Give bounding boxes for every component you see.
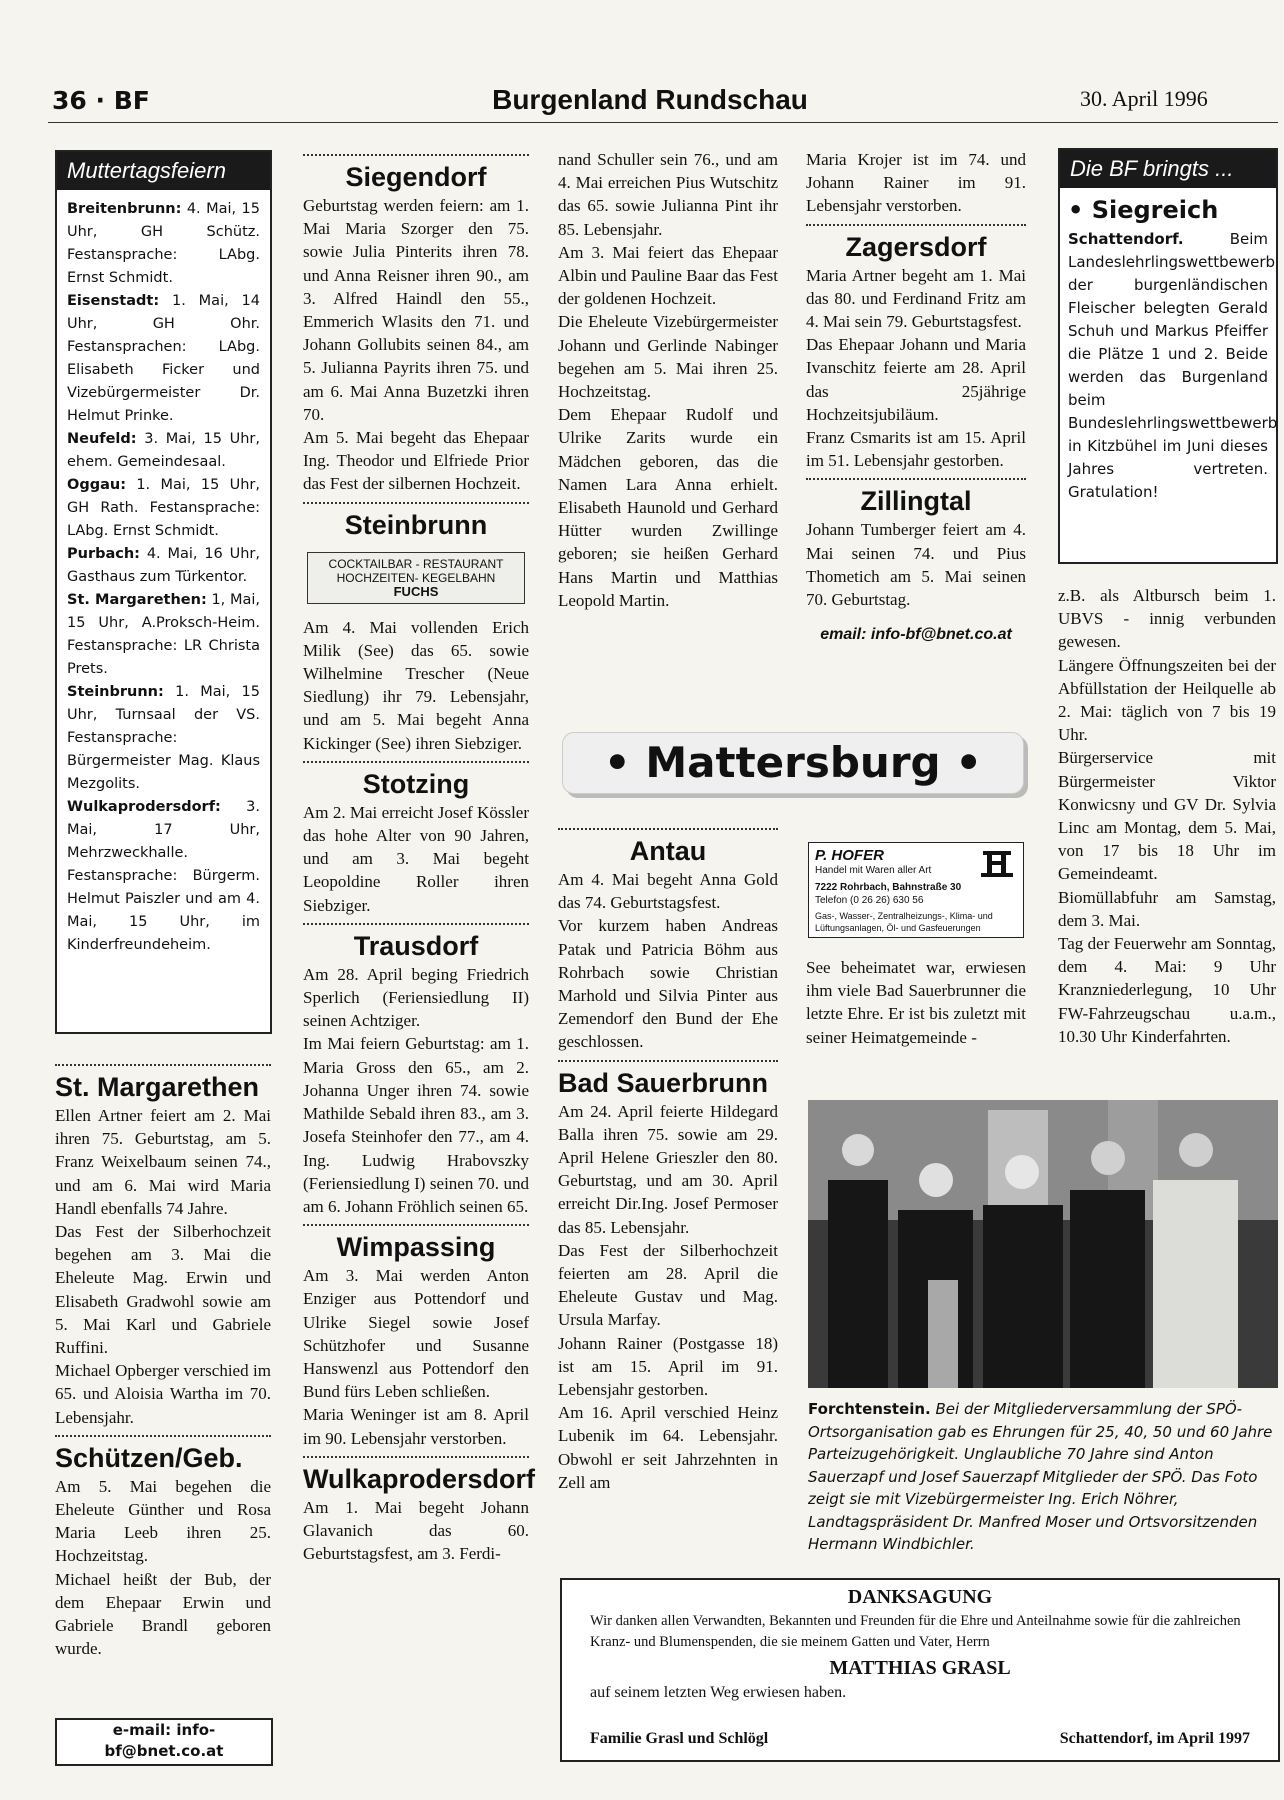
muttertag-entry: Steinbrunn: 1. Mai, 15 Uhr, Turnsaal der VS. Festansprache: Bürgermeister Mag. Klaus Mezgolits.: [67, 684, 261, 792]
hofer-logo-icon: [979, 849, 1015, 879]
siegreich-heading: • Siegreich: [1068, 196, 1219, 224]
column-3: [558, 148, 778, 612]
deceased-name: MATTHIAS GRASL: [829, 1657, 1011, 1679]
article-text: Am 5. Mai begeht das Ehepaar Ing. Theodor und Elfriede Prior das Fest der silbernen Hochzeit.: [303, 428, 529, 494]
hofer-ad: [808, 842, 1024, 938]
divider: [303, 502, 529, 504]
article-text: nand Schuller sein 76., und am 4. Mai erreichen Pius Wutschitz das 65. sowie Julianna Pint ihr 85. Lebensjahr.: [558, 150, 778, 239]
muttertag-entry: Neufeld: 3. Mai, 15 Uhr, ehem. Gemeindesaal.: [67, 431, 261, 470]
muttertag-entry: Breitenbrunn: 4. Mai, 15 Uhr, GH Schütz. Festansprache: LAbg. Ernst Schmidt.: [67, 201, 260, 286]
article-text: Am 5. Mai begehen die Eheleute Günther und Rosa Maria Leeb ihren 25. Hochzeitstag.: [55, 1476, 271, 1566]
divider: [303, 154, 529, 156]
divider: [303, 1224, 529, 1226]
article-text: Am 16. April verschied Heinz Lubenik im 64. Lebensjahr. Obwohl er seit Jahrzehnten in Zell am: [558, 1403, 778, 1492]
article-text: Am 4. Mai begeht Anna Gold das 74. Geburtstagsfest.: [558, 870, 778, 913]
hofer-services: Gas-, Wasser-, Zentralheizungs-, Klima- und Lüftungsanlagen, Öl- und Gasfeuerungen: [815, 911, 993, 933]
article-text: Franz Csmarits ist am 15. April im 51. Lebensjahr gestorben.: [806, 428, 1026, 471]
article-text: Am 3. Mai feiert das Ehepaar Albin und Pauline Baar das Fest der goldenen Hochzeit.: [558, 242, 778, 309]
divider: [55, 1064, 271, 1066]
email-box: [55, 1718, 273, 1766]
ad-line: COCKTAILBAR - RESTAURANT: [328, 556, 504, 571]
article-text: Am 28. April beging Friedrich Sperlich (Feriensiedlung II) seinen Achtziger.: [303, 964, 529, 1031]
article-text: Bürgerservice mit Bürgermeister Viktor Konwicsny und GV Dr. Sylvia Linc am Montag, dem 5. Mai, von 17 bis 18 Uhr im Gemeindeamt.: [1058, 748, 1276, 884]
danksagung-text2: auf seinem letzten Weg erwiesen haben.: [590, 1684, 847, 1701]
article-text: Maria Krojer ist im 74. und Johann Rainer im 91. Lebensjahr verstorben.: [806, 150, 1026, 216]
bf-bringts-title: Die BF bringts ...: [1060, 150, 1276, 188]
ad-line: HOCHZEITEN- KEGELBAHN: [336, 570, 496, 585]
article-text: Am 1. Mai begeht Johann Glavanich das 60. Geburtstagsfest, am 3. Ferdi-: [303, 1497, 529, 1564]
forchtenstein-photo: [808, 1100, 1278, 1388]
article-text: Die Eheleute Vizebürgermeister Johann und Gerlinde Nabinger begehen am 5. Mai ihren 25. Hochzeitstag.: [558, 312, 778, 402]
mattersburg-banner: • Mattersburg •: [562, 732, 1024, 794]
divider: [303, 761, 529, 763]
muttertag-entry: Wulkaprodersdorf: 3. Mai, 17 Uhr, Mehrzweckhalle. Festansprache: Bürgerm. Helmut Paiszler und am 4. Mai, 15 Uhr, im Kinderfreundeheim.: [67, 799, 260, 953]
article-text: Das Fest der Silberhochzeit begehen am 3. Mai die Eheleute Mag. Erwin und Elisabeth Gradwohl sowie am 5. Mai Karl und Gabriele Ruffini.: [55, 1222, 271, 1358]
hofer-name: P. HOFER: [815, 847, 884, 864]
divider: [303, 923, 529, 925]
article-text: Am 4. Mai vollenden Erich Milik (See) das 65. sowie Wilhelmine Trescher (Neue Siedlung) ihr 79. Lebensjahr, und am 5. Mai begeht Anna Kickinger (See) ihren Siebziger.: [303, 617, 529, 753]
divider: [558, 828, 778, 830]
article-text: Biomüllabfuhr am Samstag, dem 3. Mai.: [1058, 887, 1276, 930]
issue-date: 30. April 1996: [1080, 86, 1208, 111]
heading-zillingtal: Zillingtal: [860, 486, 972, 517]
muttertag-entry: St. Margarethen: 1, Mai, 15 Uhr, A.Proksch-Heim. Festansprache: LR Christa Prets.: [67, 592, 261, 677]
newspaper-title: Burgenland Rundschau: [492, 84, 808, 115]
column-3-lower: [558, 822, 778, 1494]
article-text: Johann Tumberger feiert am 4. Mai seinen 74. und Pius Thometich am 5. Mai seinen 70. Geburtstag.: [806, 520, 1026, 610]
article-text: Das Ehepaar Johann und Maria Ivanschitz feierte am 28. April das 25jährige Hochzeitsjubiläum.: [806, 335, 1026, 424]
column-1: [55, 1058, 271, 1660]
heading-trausdorf: Trausdorf: [353, 930, 479, 961]
muttertag-box: [55, 150, 272, 1034]
article-text: Dem Ehepaar Rudolf und Ulrike Zarits wurde ein Mädchen geboren, das die Namen Lara Anna erhielt. Elisabeth Haunold und Gerhard Hütter wurden Zwillinge geboren; sie heißen Gerhard Hans Martin und Matthias Leopold Martin.: [558, 405, 778, 610]
muttertag-entry: Purbach: 4. Mai, 16 Uhr, Gasthaus zum Türkentor.: [67, 546, 260, 585]
hofer-phone: Telefon (0 26 26) 630 56: [815, 895, 924, 906]
muttertag-list: [57, 190, 270, 957]
danksagung-text: Wir danken allen Verwandten, Bekannten und Freunden für die Ehre und Anteilnahme sowie für die zahlreichen Kranz- und Blumenspenden, die sie meinem Gatten und Vater, Herrn: [590, 1613, 1241, 1650]
muttertag-entry: Eisenstadt: 1. Mai, 14 Uhr, GH Ohr. Festansprachen: LAbg. Elisabeth Ficker und Vizebürgermeister Dr. Helmut Prinke.: [67, 293, 261, 424]
article-text: Johann Rainer (Postgasse 18) ist am 15. April im 91. Lebensjahr gestorben.: [558, 1333, 778, 1400]
email-link[interactable]: email: info-bf@bnet.co.at: [820, 626, 1012, 644]
article-text: Michael heißt der Bub, der dem Ehepaar Erwin und Gabriele Brandl geboren wurde.: [55, 1569, 271, 1659]
article-text: Geburtstag werden feiern: am 1. Mai Maria Szorger den 75. sowie Julia Pinterits ihren 78. und Anna Reisner ihren 90., am 3. Alfred Haindl den 55., Emmerich Wlasits den 71. und Johann Gollubits seinen 84., am 5. Julianna Payrits ihren 75. und am 6. Mai Anna Buzetzki ihren 70.: [303, 196, 529, 424]
header-rule: [48, 122, 1278, 123]
heading-zagersdorf: Zagersdorf: [845, 231, 987, 262]
divider: [55, 1435, 271, 1437]
divider: [806, 478, 1026, 480]
article-text: z.B. als Altbursch beim 1. UBVS - innig verbunden gewesen.: [1058, 586, 1276, 652]
heading-wulkaprodersdorf: Wulkaprodersdorf: [303, 1463, 536, 1494]
muttertag-entry: Oggau: 1. Mai, 15 Uhr, GH Rath. Festansprache: LAbg. Ernst Schmidt.: [67, 477, 260, 539]
page-number: 36 · BF: [52, 86, 150, 115]
article-text: Ellen Artner feiert am 2. Mai ihren 75. Geburtstag, am 5. Franz Weixelbaum seinen 74., und am 6. Mai wird Maria Handl ebenfalls 74 Jahre.: [55, 1106, 271, 1218]
heading-wimpassing: Wimpassing: [336, 1232, 496, 1263]
fuchs-ad: [307, 552, 525, 604]
muttertag-title: Muttertagsfeiern: [57, 152, 270, 190]
divider: [558, 1060, 778, 1062]
article-text: Tag der Feuerwehr am Sonntag, dem 4. Mai: 9 Uhr Kranzniederlegung, 10 Uhr FW-Fahrzeugschau u.a.m., 10.30 Uhr Kinderfahrten.: [1058, 934, 1276, 1046]
heading-schuetzen: Schützen/Geb.: [55, 1442, 243, 1473]
column-4-lower: [806, 956, 1026, 1049]
hofer-address: 7222 Rohrbach, Bahnstraße 30: [815, 882, 962, 893]
article-text: Längere Öffnungszeiten bei der Abfüllstation der Heilquelle ab 2. Mai: täglich von 7 bis 19 Uhr.: [1058, 655, 1276, 745]
danksagung-title: DANKSAGUNG: [847, 1586, 993, 1608]
heading-steinbrunn: Steinbrunn: [344, 509, 488, 540]
article-text: Maria Artner begeht am 1. Mai das 80. und Ferdinand Fritz am 4. Mai sein 79. Geburtstagsfest.: [806, 265, 1026, 332]
article-text: Am 24. April feierte Hildegard Balla ihren 75. sowie am 29. April Helene Grieszler den 80. Geburtstag, und am 30. April erreicht Dir.Ing. Josef Permoser das 85. Lebensjahr.: [558, 1101, 778, 1237]
email-link[interactable]: e-mail: info-bf@bnet.co.at: [104, 1721, 224, 1760]
heading-stotzing: Stotzing: [362, 768, 470, 799]
column-4: [806, 148, 1026, 646]
danksagung-box: [560, 1578, 1280, 1762]
divider: [303, 1456, 529, 1458]
family-signature: Familie Grasl und Schlögl: [590, 1730, 769, 1747]
place-date: Schattendorf, im April 1997: [1059, 1730, 1250, 1747]
article-text: Vor kurzem haben Andreas Patak und Patricia Böhm aus Rohrbach sowie Christian Marhold und Silvia Pinter aus Zemendorf den Bund der Ehe geschlossen.: [558, 916, 778, 1052]
photo-caption: Forchtenstein. Bei der Mitgliederversammlung der SPÖ-Ortsorganisation gab es Ehrungen für 25, 40, 50 und 60 Jahre Parteizugehörigkeit. Unglaubliche 70 Jahre sind Anton Sauerzapf und Josef Sauerzapf Mitglieder der SPÖ. Das Foto zeigt sie mit Vizebürgermeister Ing. Erich Nöhrer, Landtagspräsident Dr. Manfred Moser und Ortsvorsitzenden Hermann Windbichler.: [808, 1400, 1273, 1553]
heading-st-margarethen: St. Margarethen: [55, 1072, 260, 1102]
heading-bad-sauerbrunn: Bad Sauerbrunn: [558, 1067, 769, 1098]
heading-siegendorf: Siegendorf: [345, 162, 487, 192]
article-text: Das Fest der Silberhochzeit feierten am 28. April die Eheleute Gustav und Mag. Ursula Marfay.: [558, 1240, 778, 1330]
divider: [806, 224, 1026, 226]
article-text: See beheimatet war, erwiesen ihm viele Bad Sauerbrunner die letzte Ehre. Er ist bis zuletzt mit seiner Heimatgemeinde -: [806, 958, 1026, 1047]
siegreich-text: Schattendorf. Beim Landeslehrlingswettbewerb der burgenländischen Fleischer belegten Gerald Schuh und Markus Pfeiffer die Plätze 1 und 2. Beide werden das Burgenland beim Bundeslehrlingswettbewerb in Kitzbühel im Juni dieses Jahres vertreten. Gratulation!: [1068, 230, 1278, 501]
hofer-line: Handel mit Waren aller Art: [815, 865, 932, 876]
article-text: Am 3. Mai werden Anton Enziger aus Pottendorf und Ulrike Siegel sowie Josef Schützhofer und Susanne Hanswenzl aus Pottendorf den Bund fürs Leben schließen.: [303, 1266, 529, 1402]
column-5: [1058, 584, 1276, 1048]
ad-name: FUCHS: [393, 583, 439, 599]
article-text: Im Mai feiern Geburtstag: am 1. Maria Gross den 65., am 2. Johanna Unger ihren 74. sowie Mathilde Sebald ihren 83., am 3. Josefa Steinhofer den 77., am 4. Ing. Ludwig Hrabovszky (Feriensiedlung I) seinen 70. und am 6. Johann Fröhlich seinen 65.: [303, 1034, 529, 1216]
article-text: Am 2. Mai erreicht Josef Kössler das hohe Alter von 90 Jahren, und am 3. Mai begeht Leopoldine Roller ihren Siebziger.: [303, 802, 529, 915]
article-text: Maria Weninger ist am 8. April im 90. Lebensjahr verstorben.: [303, 1405, 529, 1448]
article-text: Michael Opberger verschied im 65. und Aloisia Wartha im 70. Lebensjahr.: [55, 1361, 271, 1427]
column-2: [303, 148, 536, 1565]
heading-antau: Antau: [629, 836, 707, 866]
bf-bringts-box: [1058, 148, 1278, 564]
